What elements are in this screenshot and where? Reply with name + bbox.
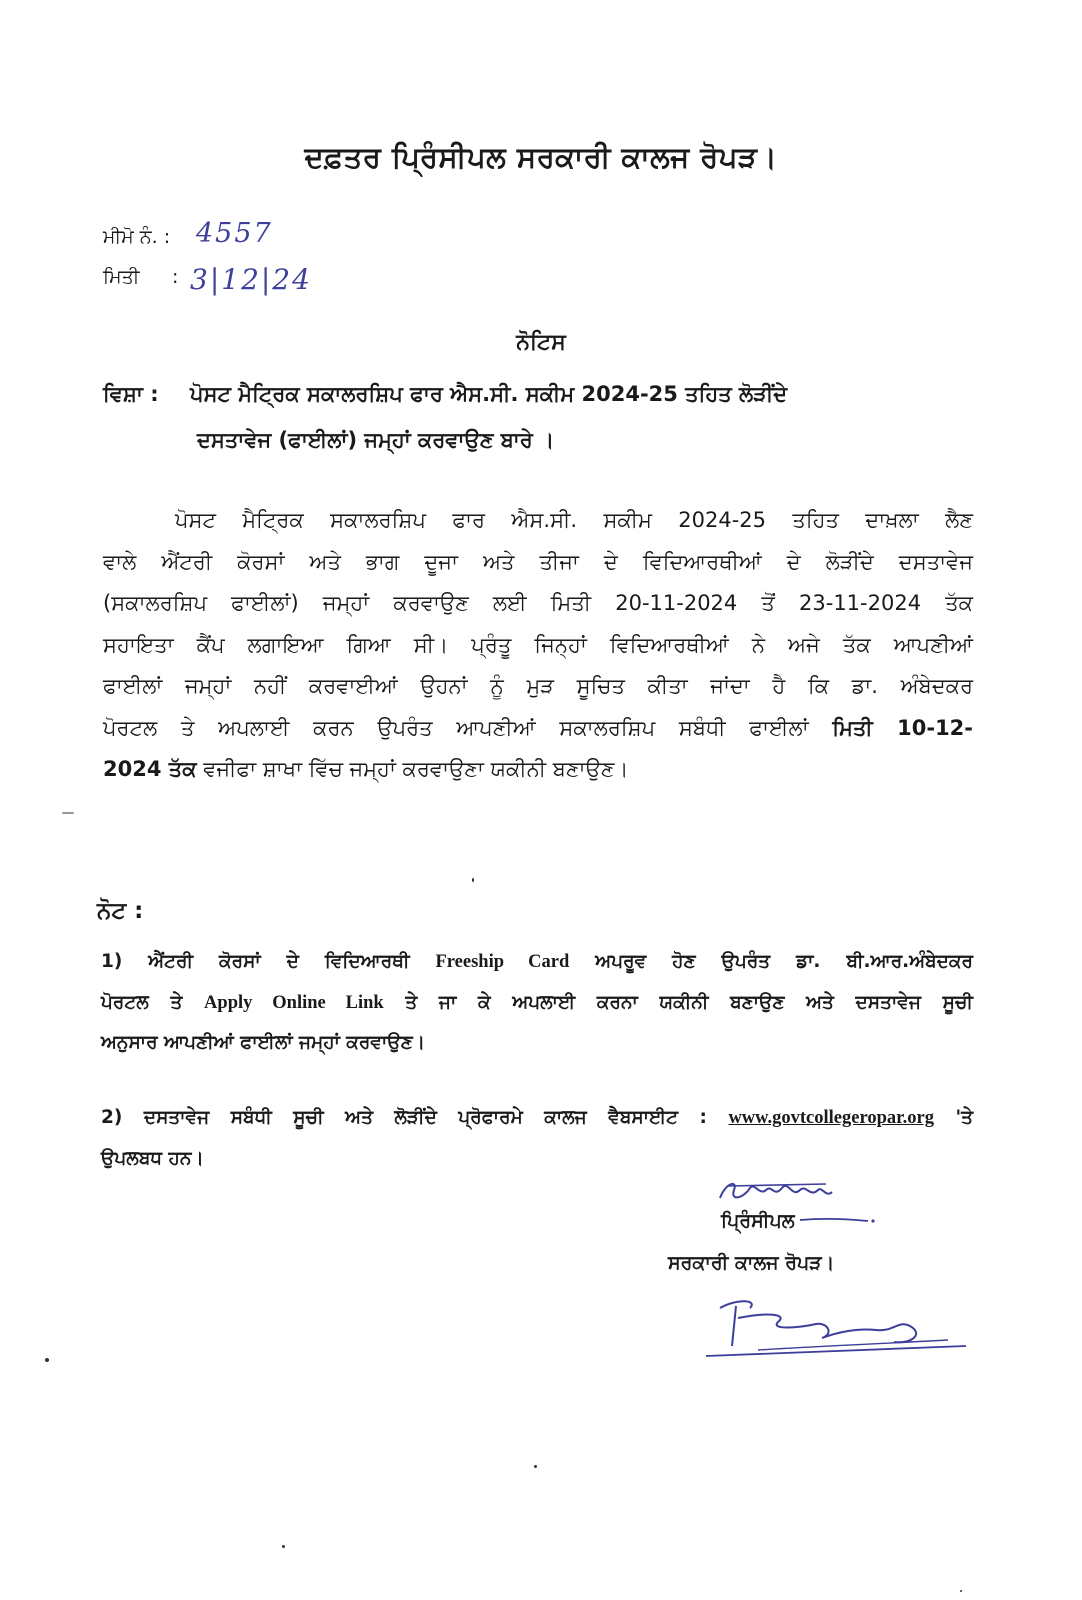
scan-speck: [62, 812, 74, 814]
scan-speck: [534, 1465, 537, 1468]
deadline-date: ਮਿਤੀ 10-12-: [832, 715, 974, 740]
body-paragraph: [103, 500, 973, 791]
scan-speck: [282, 1545, 285, 1548]
body-line: (ਸਕਾਲਰਸ਼ਿਪ ਫਾਈਲਾਂ) ਜਮ੍ਹਾਂ ਕਰਵਾਉਣ ਲਈ ਮਿਤੀ 20-11-2024 ਤੋਂ 23-11-2024 ਤੱਕ: [103, 591, 973, 615]
date-colon: :: [172, 266, 179, 288]
subject-label: ਵਿਸ਼ਾ :: [103, 382, 159, 406]
note-text: ਤੇ ਜਾ ਕੇ ਅਪਲਾਈ ਕਰਨਾ ਯਕੀਨੀ ਬਣਾਉਣ ਅਤੇ ਦਸਤਾਵੇਜ ਸੂਚੀ: [405, 991, 973, 1013]
note-text: ਅਪਰੂਵ ਹੋਣ ਉਪਰੰਤ ਡਾ. ਬੀ.ਆਰ.ਅੰਬੇਦਕਰ: [595, 951, 973, 972]
subject-line-1: ਪੋਸਟ ਮੈਟ੍ਰਿਕ ਸਕਾਲਰਸ਼ਿਪ ਫਾਰ ਐਸ.ਸੀ. ਸਕੀਮ 2024-25 ਤਹਿਤ ਲੋੜੀਂਦੇ: [190, 382, 788, 406]
body-line: [103, 708, 973, 750]
body-line: [103, 749, 973, 791]
deadline-date-continued: 2024 ਤੱਕ: [103, 757, 197, 781]
body-line: ਸਹਾਇਤਾ ਕੈਂਪ ਲਗਾਇਆ ਗਿਆ ਸੀ। ਪ੍ਰੰਤੂ ਜਿਨ੍ਹਾਂ ਵਿਦਿਆਰਥੀਆਂ ਨੇ ਅਜੇ ਤੱਕ ਆਪਣੀਆਂ: [103, 632, 973, 657]
date-handwritten: 3|12|24: [190, 263, 312, 296]
note-item-2: [101, 1098, 973, 1179]
note-text: ਪੋਰਟਲ ਤੇ: [101, 991, 183, 1013]
date-label: ਮਿਤੀ: [103, 266, 140, 288]
signature-institution: ਸਰਕਾਰੀ ਕਾਲਜ ਰੋਪੜ।: [668, 1252, 835, 1274]
scan-speck: [960, 1590, 962, 1592]
note-text: 1) ਐਂਟਰੀ ਕੋਰਸਾਂ ਦੇ ਵਿਦਿਆਰਥੀ: [101, 951, 410, 972]
subject-line-2: ਦਸਤਾਵੇਜ (ਫਾਈਲਾਂ) ਜਮ੍ਹਾਂ ਕਰਵਾਉਣ ਬਾਰੇ ।: [197, 428, 555, 452]
scan-speck: [472, 878, 474, 882]
body-line: ਫਾਈਲਾਂ ਜਮ੍ਹਾਂ ਨਹੀਂ ਕਰਵਾਈਆਂ ਉਹਨਾਂ ਨੂੰ ਮੁੜ ਸੂਚਿਤ ਕੀਤਾ ਜਾਂਦਾ ਹੈ ਕਿ ਡਾ. ਅੰਬੇਦਕਰ: [103, 674, 973, 698]
college-website-link[interactable]: www.govtcollegeropar.org: [728, 1108, 934, 1128]
note-text: 2) ਦਸਤਾਵੇਜ ਸਬੰਧੀ ਸੂਚੀ ਅਤੇ ਲੋੜੀਂਦੇ ਪ੍ਰੋਫਾਰਮੇ ਕਾਲਜ ਵੈਬਸਾਈਟ :: [101, 1107, 707, 1128]
notice-title: ਨੋਟਿਸ: [516, 330, 566, 355]
apply-online-link-text: Apply Online Link: [204, 992, 384, 1013]
body-line: ਵਾਲੇ ਐਂਟਰੀ ਕੋਰਸਾਂ ਅਤੇ ਭਾਗ ਦੂਜਾ ਅਤੇ ਤੀਜਾ ਦੇ ਵਿਦਿਆਰਥੀਆਂ ਦੇ ਲੋੜੀਂਦੇ ਦਸਤਾਵੇਜ: [103, 549, 973, 574]
note-text: 'ਤੇ: [955, 1107, 973, 1128]
initials-signature: [698, 1288, 978, 1368]
note-line: [101, 1098, 973, 1139]
scan-speck: [45, 1358, 49, 1362]
note-label: ਨੋਟ :: [97, 898, 144, 924]
note-line: ਅਨੁਸਾਰ ਆਪਣੀਆਂ ਫਾਈਲਾਂ ਜਮ੍ਹਾਂ ਕਰਵਾਉਣ।: [101, 1032, 426, 1053]
body-line: ਪੋਸਟ ਮੈਟ੍ਰਿਕ ਸਕਾਲਰਸ਼ਿਪ ਫਾਰ ਐਸ.ਸੀ. ਸਕੀਮ 2024-25 ਤਹਿਤ ਦਾਖ਼ਲਾ ਲੈਣ: [175, 508, 973, 532]
office-title: ਦਫ਼ਤਰ ਪ੍ਰਿੰਸੀਪਲ ਸਰਕਾਰੀ ਕਾਲਜ ਰੋਪੜ।: [304, 140, 778, 174]
freeship-card-text: Freeship Card: [435, 952, 570, 972]
note-line: [101, 983, 973, 1024]
note-item-1: [101, 942, 973, 1064]
note-line: [101, 942, 973, 983]
memo-number-handwritten: 4557: [196, 218, 273, 249]
memo-label: ਮੀਮੋ ਨੰ. :: [103, 226, 171, 248]
body-text: ਪੋਰਟਲ ਤੇ ਅਪਲਾਈ ਕਰਨ ਉਪਰੰਤ ਆਪਣੀਆਂ ਸਕਾਲਰਸ਼ਿਪ ਸਬੰਧੀ ਫਾਈਲਾਂ: [103, 715, 809, 740]
body-text: ਵਜੀਫਾ ਸ਼ਾਖਾ ਵਿੱਚ ਜਮ੍ਹਾਂ ਕਰਵਾਉਣਾ ਯਕੀਨੀ ਬਣਾਉਣ।: [203, 757, 629, 781]
note-line: ਉਪਲਬਧ ਹਨ।: [101, 1147, 204, 1169]
signature-designation: ਪ੍ਰਿੰਸੀਪਲ: [721, 1210, 795, 1232]
